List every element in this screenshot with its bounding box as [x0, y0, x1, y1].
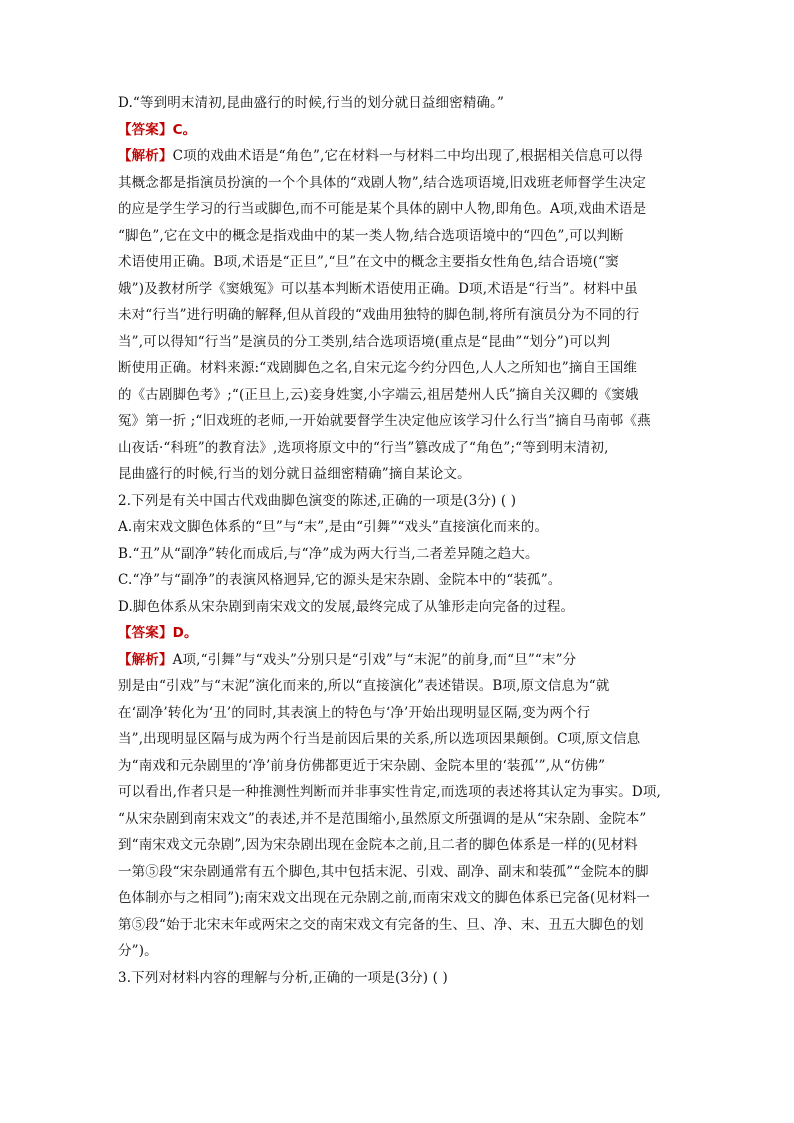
text-line: 【解析】C项的戏曲术语是“角色”,它在材料一与材料二中均出现了,根据相关信息可以得: [118, 148, 643, 164]
text-line: A.南宋戏文脚色体系的“旦”与“末”,是由“引舞”“戏头”直接演化而来的。: [118, 519, 549, 535]
text-line: 第⑤段“始于北宋末年或两宋之交的南宋戏文有完备的生、旦、净、末、丑五大脚色的划: [118, 916, 644, 933]
text-line: 山夜话·“科班”的教育法》,选项将原文中的“行当”篡改成了“角色”;“等到明末清初,: [118, 439, 609, 456]
text-line: “从宋杂剧到南宋戏文”的表述,并不是范围缩小,虽然原文所强调的是从“宋杂剧、金院本”: [118, 810, 647, 827]
text-line: 昆曲盛行的时候,行当的划分就日益细密精确”摘自某论文。: [118, 466, 471, 482]
text-line: 分”)。: [118, 943, 158, 959]
text-line: 的《古剧脚色考》;“(正旦上,云)妾身姓窦,小字端云,祖居楚州人氏”摘自关汉卿的《窦娥: [118, 386, 639, 403]
text-line: [118, 620, 676, 647]
text-line: 色体制亦与之相同”);南宋戏文出现在元杂剧之前,而南宋戏文的脚色体系已完备(见材料一: [118, 890, 651, 906]
answer-marker: 【答案】: [118, 625, 173, 641]
text-line: 可以看出,作者只是一种推测性判断而并非事实性肯定,而选项的表述将其认定为事实。D项,: [118, 784, 661, 800]
text-line: 为“南戏和元杂剧里的‘净’前身仿佛都更近于宋杂剧、金院本里的‘装孤’”,从“仿佛”: [118, 757, 606, 774]
text-line: 术语使用正确。B项,术语是“正旦”,“旦”在文中的概念主要指女性角色,结合语境(“窦: [118, 254, 619, 270]
text-line: 别是由“引戏”与“末泥”演化而来的,所以“直接演化”表述错误。B项,原文信息为“就: [118, 678, 610, 694]
text-line: “脚色”,它在文中的概念是指戏曲中的某一类人物,结合选项语境中的“四色”,可以判断: [118, 227, 624, 244]
text-line: 在‘副净’转化为‘丑’的同时,其表演上的特色与‘净’开始出现明显区隔,变为两个行: [118, 704, 591, 721]
text-line: D.“等到明末清初,昆曲盛行的时候,行当的划分就日益细密精确。”: [118, 95, 505, 111]
answer-marker: 【解析】: [118, 148, 173, 164]
text-line: 到“南宋戏文元杂剧”,因为宋杂剧出现在金院本之前,且二者的脚色体系是一样的(见材料: [118, 837, 638, 853]
text-line: C.“净”与“副净”的表演风格迥异,它的源头是宋杂剧、金院本中的“装孤”。: [118, 572, 562, 588]
text-line: 断使用正确。材料来源:“戏剧脚色之名,自宋元迄今约分四色,人人之所知也”摘自王国维: [118, 360, 638, 376]
answer-value: C。: [172, 121, 197, 138]
text-line: 一第⑤段“宋杂剧通常有五个脚色,其中包括末泥、引戏、副净、副末和装孤”“金院本的脚: [118, 863, 649, 880]
text-line: 未对“行当”进行明确的解释,但从首段的“戏曲用独特的脚色制,将所有演员分为不同的行: [118, 307, 640, 323]
text-line: 2.下列是有关中国古代戏曲脚色演变的陈述,正确的一项是(3分) ( ): [118, 492, 517, 509]
text-line: 冤》第一折 ;“旧戏班的老师,一开始就要督学生决定他应该学习什么行当”摘自马南邨《燕: [118, 413, 651, 429]
document-body: [118, 90, 676, 991]
text-line: 当”,可以得知“行当”是演员的分工类别,结合选项语境(重点是“昆曲”“划分”)可以判: [118, 333, 611, 350]
text-line: 3.下列对材料内容的理解与分析,正确的一项是(3分) ( ): [118, 969, 448, 986]
text-line: [118, 117, 676, 144]
text-line: 其概念都是指演员扮演的一个个具体的“戏剧人物”,结合选项语境,旧戏班老师督学生决定: [118, 174, 647, 191]
text-line: D.脚色体系从宋杂剧到南宋戏文的发展,最终完成了从雏形走向完备的过程。: [118, 598, 575, 615]
text-line: 的应是学生学习的行当或脚色,而不可能是某个具体的剧中人物,即角色。A项,戏曲术语是: [118, 201, 647, 217]
answer-value: D。: [172, 625, 198, 641]
text-line: 娥”)及教材所学《窦娥冤》可以基本判断术语使用正确。D项,术语是“行当”。材料中虽: [118, 280, 638, 297]
text-line: B.“丑”从“副净”转化而成后,与“净”成为两大行当,二者差异随之趋大。: [118, 545, 539, 562]
text-line: 当”,出现明显区隔与成为两个行当是前因后果的关系,所以选项因果颠倒。C项,原文信息: [118, 731, 641, 747]
text-line: 【解析】A项,“引舞”与“戏头”分别只是“引戏”与“末泥”的前身,而“旦”“末”分: [118, 651, 577, 668]
answer-marker: 【答案】: [118, 121, 173, 138]
answer-marker: 【解析】: [118, 651, 173, 668]
